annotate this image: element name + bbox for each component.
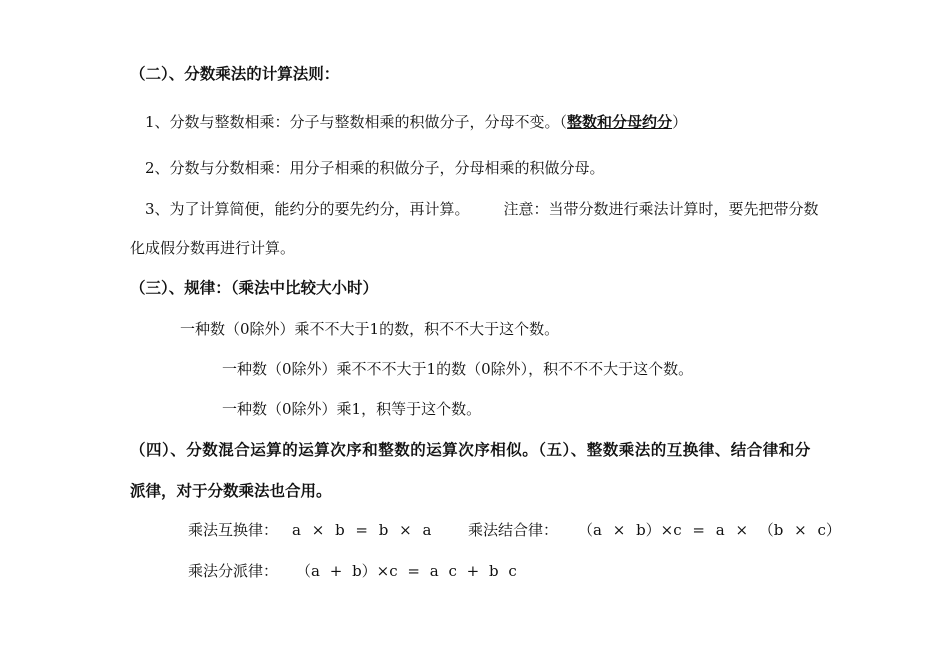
section-5-heading-continuation: 派律，对于分数乘法也合用。 [130, 481, 332, 500]
distributive-law-label: 乘法分派律： [188, 562, 279, 580]
distributive-law-formula: （a + b）×c = a c + b c [296, 562, 517, 580]
associative-law [468, 520, 841, 540]
rule-3 [145, 199, 819, 219]
commutative-law-formula: a × b = b × a [292, 521, 432, 539]
distributive-law [188, 561, 517, 581]
section-3-heading: （三）、规律：（乘法中比较大小时） [130, 278, 379, 297]
rule-1 [145, 112, 687, 132]
rule-1-underlined-note: 整数和分母约分 [567, 113, 673, 131]
law-3: 一种数（0除外）乘1，积等于这个数。 [222, 400, 482, 418]
rule-1-text: 1、分数与整数相乘：分子与整数相乘的积做分子，分母不变。（ [145, 113, 568, 131]
rule-3-text: 3、为了计算简便，能约分的要先约分，再计算。 [145, 200, 470, 218]
rule-1-close: ） [672, 113, 688, 131]
rule-2: 2、分数与分数相乘：用分子相乘的积做分子，分母相乘的积做分母。 [145, 159, 605, 177]
section-2-heading: （二）、分数乘法的计算法则： [130, 64, 340, 83]
associative-law-label: 乘法结合律： [468, 521, 559, 539]
rule-3-note: 注意：当带分数进行乘法计算时，要先把带分数 [503, 200, 819, 218]
law-2: 一种数（0除外）乘不不不大于1的数（0除外），积不不不大于这个数。 [222, 360, 694, 378]
rule-3-continuation: 化成假分数再进行计算。 [130, 239, 296, 257]
law-1: 一种数（0除外）乘不不大于1的数，积不不大于这个数。 [180, 320, 560, 338]
section-4-5-heading: （四）、分数混合运算的运算次序和整数的运算次序相似。（五）、整数乘法的互换律、结合律和分 [130, 440, 811, 459]
commutative-law-label: 乘法互换律： [188, 521, 279, 539]
associative-law-formula: （a × b）×c = a × （b × c） [578, 521, 841, 539]
commutative-law [188, 520, 431, 540]
